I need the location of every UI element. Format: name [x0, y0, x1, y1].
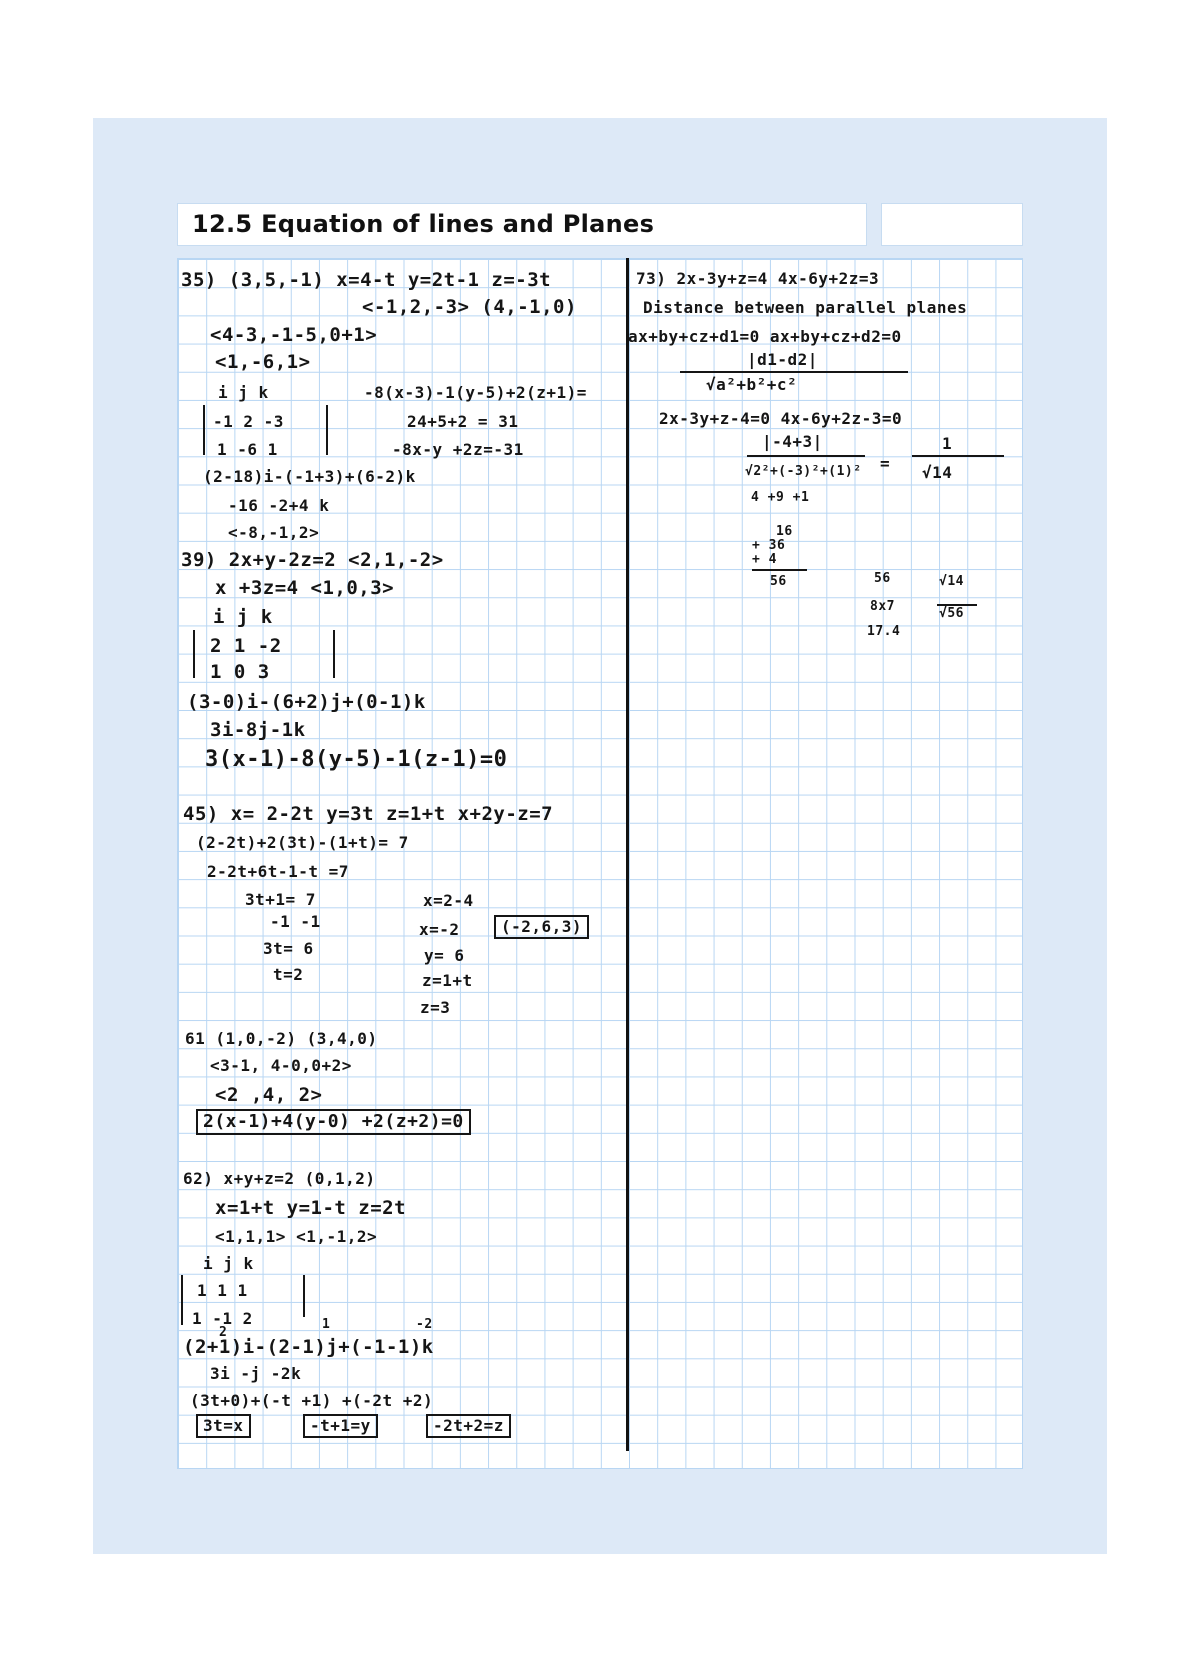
p73-line1: 73) 2x-3y+z=4 4x-6y+2z=3 [636, 269, 880, 288]
p39-line1: 39) 2x+y-2z=2 <2,1,-2> [181, 549, 444, 571]
p73-frac-bottom: √56 [939, 606, 964, 621]
p73-equals: = [880, 454, 891, 473]
p62-line3: <1,1,1> <1,-1,2> [215, 1227, 378, 1246]
p45-line5: -1 -1 [270, 912, 321, 931]
page-title: 12.5 Equation of lines and Planes [192, 210, 655, 238]
p62-det-right-bar [303, 1275, 305, 1317]
p73-den1: √a²+b²+c² [706, 375, 798, 394]
p35-det-right-bar [326, 405, 328, 455]
p45-answer-box: (-2,6,3) [494, 915, 589, 939]
p35-eq2: 24+5+2 = 31 [407, 412, 519, 431]
p35-line5: (2-18)i-(-1+3)+(6-2)k [203, 467, 416, 486]
p39-det-left-bar [193, 630, 195, 678]
p73-work1: 56 [874, 571, 891, 586]
p73-work3: 17.4 [867, 624, 901, 639]
p62-line4: (2+1)i-(2-1)j+(-1-1)k [183, 1336, 434, 1358]
p45-line2: (2-2t)+2(3t)-(1+t)= 7 [196, 833, 409, 852]
p35-line7: <-8,-1,2> [228, 523, 320, 542]
p62-sup3: -2 [416, 1317, 433, 1332]
p73-den3: √14 [922, 463, 953, 482]
p73-line5: 4 +9 +1 [751, 490, 810, 505]
p62-det-head: i j k [203, 1254, 254, 1273]
p45-line3: 2-2t+6t-1-t =7 [207, 862, 349, 881]
p39-line3: (3-0)i-(6+2)j+(0-1)k [187, 691, 426, 713]
p73-line2: Distance between parallel planes [643, 298, 968, 317]
p62-line2: x=1+t y=1-t z=2t [215, 1197, 407, 1219]
p62-sup2: 1 [322, 1317, 331, 1332]
p39-line2: x +3z=4 <1,0,3> [215, 577, 395, 599]
p39-det-row2: 1 0 3 [210, 661, 270, 683]
p35-eq1: -8(x-3)-1(y-5)+2(z+1)= [364, 383, 587, 402]
p73-frac-top: √14 [939, 574, 964, 589]
p62-line5: 3i -j -2k [210, 1364, 302, 1383]
p35-eq3: -8x-y +2z=-31 [392, 440, 524, 459]
p73-sum3: + 4 [752, 552, 777, 567]
p73-sum-bar [752, 569, 807, 571]
p61-line2: <3-1, 4-0,0+2> [210, 1056, 352, 1075]
p35-det-row2: 1 -6 1 [217, 440, 278, 459]
p73-line3: ax+by+cz+d1=0 ax+by+cz+d2=0 [628, 327, 902, 346]
p45-line1: 45) x= 2-2t y=3t z=1+t x+2y-z=7 [183, 803, 554, 825]
p73-num2: |-4+3| [762, 432, 823, 451]
p35-line4: <1,-6,1> [215, 351, 311, 373]
p35-line2: <-1,2,-3> (4,-1,0) [362, 296, 577, 318]
p39-line5: 3(x-1)-8(y-5)-1(z-1)=0 [205, 747, 508, 772]
p45-r5: z=3 [420, 998, 451, 1017]
p61-line3: <2 ,4, 2> [215, 1084, 323, 1106]
p62-line1: 62) x+y+z=2 (0,1,2) [183, 1169, 376, 1188]
p73-work2: 8x7 [870, 599, 895, 614]
side-box [881, 203, 1023, 246]
p62-answer-box-z: -2t+2=z [426, 1414, 511, 1438]
p73-sum1: 16 [776, 524, 793, 539]
p45-line4: 3t+1= 7 [245, 890, 316, 909]
p39-det-head: i j k [213, 606, 273, 628]
p45-r1: x=2-4 [423, 891, 474, 910]
p39-line4: 3i-8j-1k [210, 719, 306, 741]
p61-answer-box: 2(x-1)+4(y-0) +2(z+2)=0 [196, 1109, 471, 1135]
p61-line1: 61 (1,0,-2) (3,4,0) [185, 1029, 378, 1048]
p73-line4: 2x-3y+z-4=0 4x-6y+2z-3=0 [659, 409, 903, 428]
p62-line6: (3t+0)+(-t +1) +(-2t +2) [190, 1391, 434, 1410]
p62-det-row1: 1 1 1 [197, 1281, 248, 1300]
p73-fraction-bar3 [912, 455, 1004, 457]
column-divider [626, 258, 629, 1451]
p62-answer-box-y: -t+1=y [303, 1414, 378, 1438]
p73-sum4: 56 [770, 574, 787, 589]
p35-det-head: i j k [218, 383, 269, 402]
p73-fraction-bar2 [747, 455, 865, 457]
p73-den2: √2²+(-3)²+(1)² [745, 464, 862, 479]
p39-det-row1: 2 1 -2 [210, 635, 282, 657]
p62-answer-box-x: 3t=x [196, 1414, 251, 1438]
p35-line6: -16 -2+4 k [228, 496, 330, 515]
p73-num3: 1 [942, 434, 953, 453]
p73-fraction-bar1 [680, 371, 908, 373]
p62-sup1: 2 [219, 1325, 228, 1340]
p35-line1: 35) (3,5,-1) x=4-t y=2t-1 z=-3t [181, 269, 552, 291]
p39-det-right-bar [333, 630, 335, 678]
p62-det-row2: 1 -1 2 [192, 1309, 253, 1328]
p35-det-left-bar [203, 405, 205, 455]
p35-det-row1: -1 2 -3 [213, 412, 284, 431]
title-box [177, 203, 867, 246]
p73-sum2: + 36 [752, 538, 786, 553]
p35-line3: <4-3,-1-5,0+1> [210, 324, 378, 346]
p62-det-left-bar [181, 1275, 183, 1325]
p73-num1: |d1-d2| [747, 350, 818, 369]
p45-line6: 3t= 6 [263, 939, 314, 958]
p45-r4: z=1+t [422, 971, 473, 990]
p45-r2: x=-2 [419, 920, 460, 939]
p45-line7: t=2 [273, 965, 304, 984]
p45-r3: y= 6 [424, 946, 465, 965]
